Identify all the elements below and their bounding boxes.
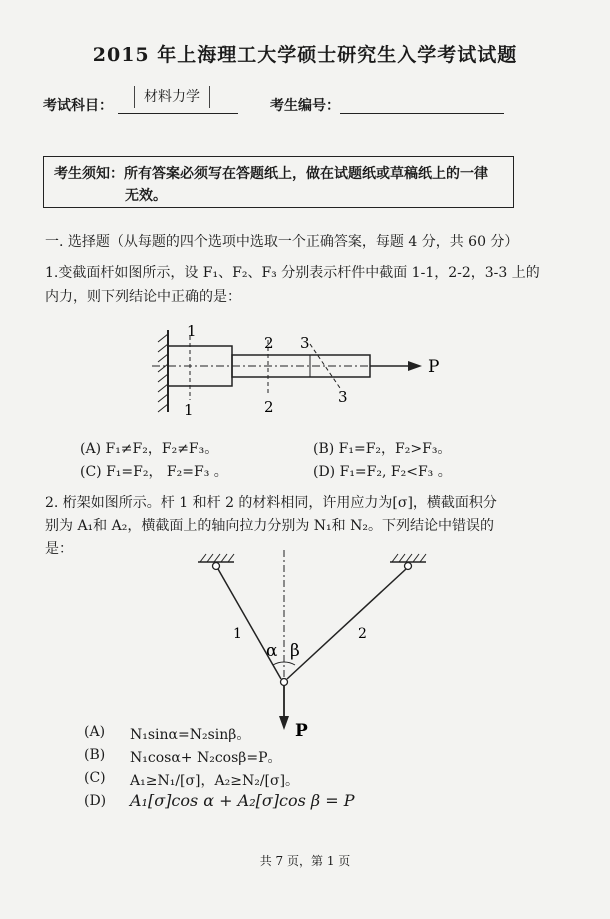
notice-box xyxy=(43,156,514,208)
q2-option-d: A₁[σ]cos α + A₂[σ]cos β = P xyxy=(130,791,355,810)
examinee-underline xyxy=(340,113,504,114)
beta-label: β xyxy=(290,641,300,661)
load-arrow-head xyxy=(408,361,422,371)
section-2-bottom-label: 2 xyxy=(264,398,274,416)
section-heading: 一. 选择题（从每题的四个选项中选取一个正确答案，每题 4 分，共 60 分） xyxy=(45,234,519,250)
section-3-bottom-label: 3 xyxy=(338,388,348,406)
q1-option-d: (D) F₁=F₂, F₂<F₃ 。 xyxy=(313,464,452,480)
q2-option-a-letter: (A) xyxy=(84,724,106,740)
right-support-hatching xyxy=(392,554,426,562)
q2-text-line-1: 2. 桁架如图所示。杆 1 和杆 2 的材料相同，许用应力为[σ]，横截面积分 xyxy=(45,495,497,511)
bar-1 xyxy=(218,569,281,679)
q1-text-line-2: 内力，则下列结论中正确的是： xyxy=(45,289,241,305)
section-1-top-label: 1 xyxy=(187,322,197,340)
bar-1-label: 1 xyxy=(233,626,242,642)
left-support-hatching xyxy=(200,554,234,562)
bar-2 xyxy=(287,569,406,679)
subject-value: 材料力学 xyxy=(134,86,210,108)
q2-option-d-letter: (D) xyxy=(84,793,107,809)
examinee-label: 考生编号： xyxy=(270,98,340,114)
q2-option-b: N₁cosα+ N₂cosβ=P。 xyxy=(130,750,282,766)
notice-line-1: 考生须知：所有答案必须写在答题纸上，做在试题纸或草稿纸上的一律 xyxy=(54,166,488,182)
q1-text-line-1: 1.变截面杆如图所示，设 F₁、F₂、F₃ 分别表示杆件中截面 1-1，2-2，3-3 上的 xyxy=(45,265,540,281)
page-footer: 共 7 页，第 1 页 xyxy=(259,854,351,868)
q1-option-a: (A) F₁≠F₂，F₂≠F₃。 xyxy=(80,441,219,457)
q1-figure-stepped-bar xyxy=(150,322,450,422)
joint-pin-icon xyxy=(281,679,288,686)
q1-option-b: (B) F₁=F₂，F₂>F₃。 xyxy=(313,441,452,457)
q1-option-c: (C) F₁=F₂， F₂=F₃ 。 xyxy=(80,464,228,480)
right-pin-icon xyxy=(405,563,412,570)
alpha-arc xyxy=(273,662,284,665)
q2-text-line-2: 别为 A₁和 A₂，横截面上的轴向拉力分别为 N₁和 N₂。下列结论中错误的 xyxy=(45,518,494,534)
subject-underline xyxy=(118,113,238,114)
q2-option-a: N₁sinα=N₂sinβ。 xyxy=(130,727,251,743)
section-1-bottom-label: 1 xyxy=(184,401,194,419)
section-2-top-label: 2 xyxy=(264,334,274,352)
q2-figure-truss xyxy=(180,548,450,743)
load-label-P: P xyxy=(428,357,440,377)
load-arrow-head xyxy=(279,716,289,730)
section-3-top-label: 3 xyxy=(300,334,310,352)
alpha-label: α xyxy=(266,641,278,661)
notice-line-2: 无效。 xyxy=(125,188,167,204)
beta-arc xyxy=(284,662,295,665)
q2-text-line-3: 是： xyxy=(45,541,73,557)
load-label-P: P xyxy=(295,721,308,741)
q2-option-c-letter: (C) xyxy=(84,770,106,786)
wall-hatching xyxy=(158,334,168,412)
q2-option-c: A₁≥N₁/[σ]，A₂≥N₂/[σ]。 xyxy=(130,773,300,789)
exam-title: 2015 年上海理工大学硕士研究生入学考试试题 xyxy=(92,44,518,66)
left-pin-icon xyxy=(213,563,220,570)
subject-label: 考试科目： xyxy=(43,98,113,114)
q2-option-b-letter: (B) xyxy=(84,747,106,763)
bar-2-label: 2 xyxy=(358,626,367,642)
